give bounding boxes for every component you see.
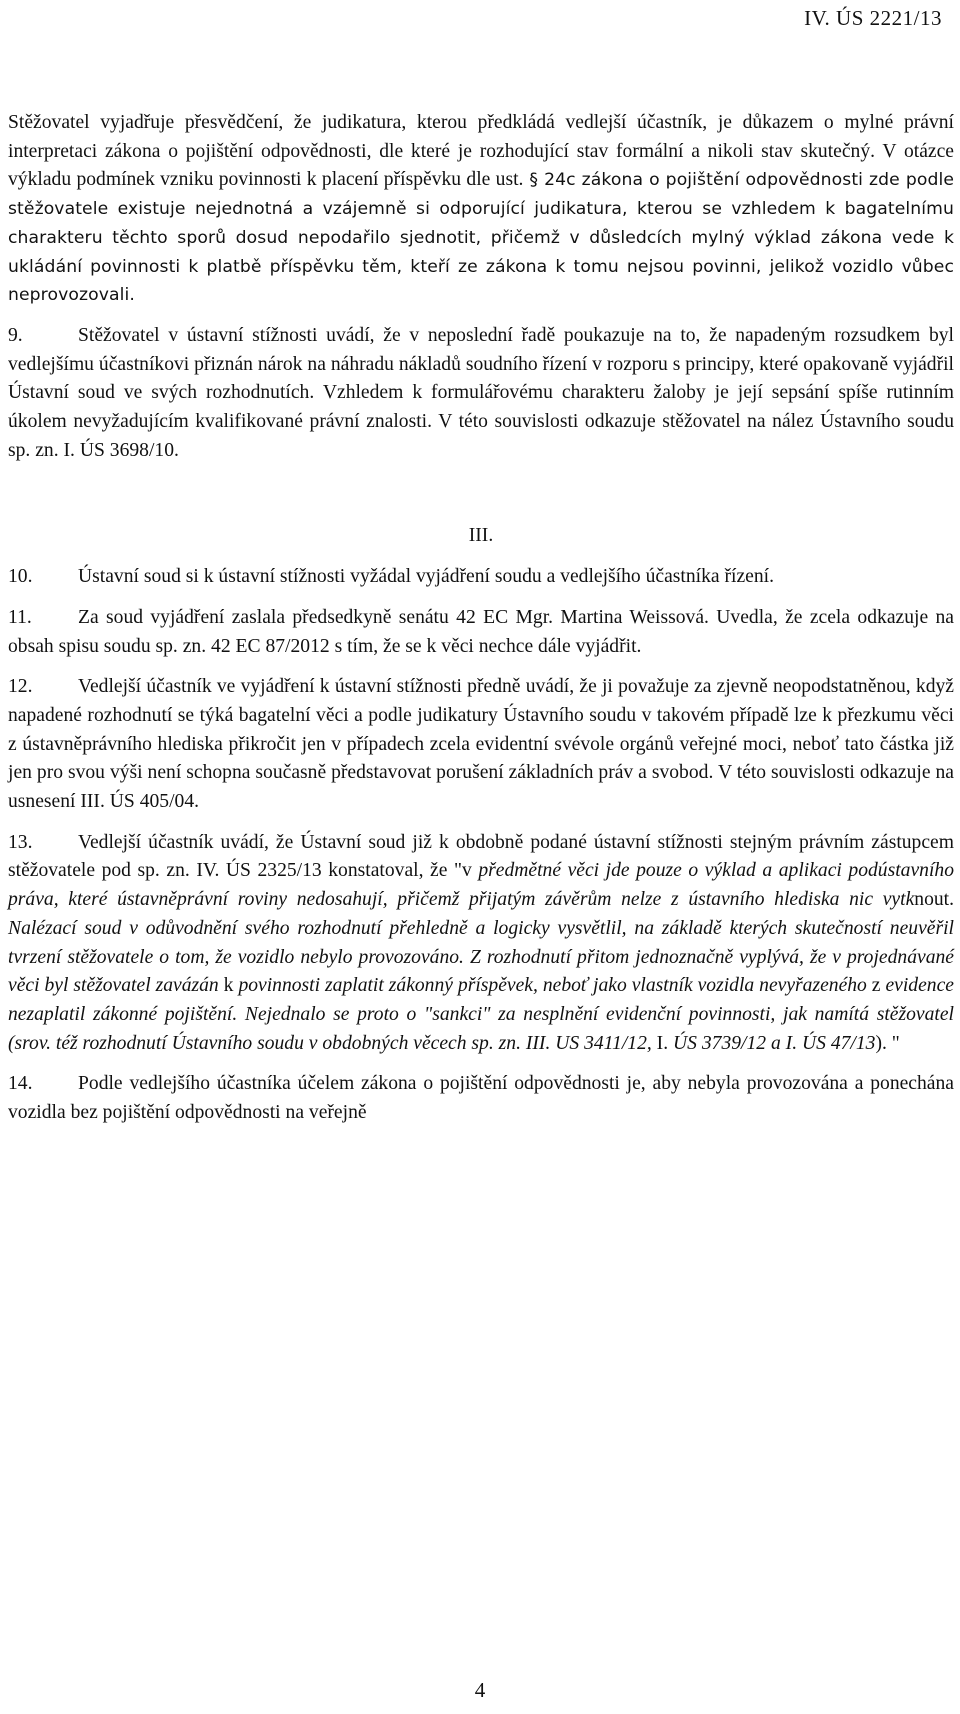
paragraph-text-part: ). " bbox=[875, 1032, 900, 1054]
case-number-header: IV. ÚS 2221/13 bbox=[804, 6, 942, 30]
quoted-text-italic: ÚS 3739/12 a I. ÚS 47/13 bbox=[673, 1032, 876, 1054]
quoted-text-italic: předmětné věci jde pouze o výklad a aplikaci podústavního práva, které ústavněprávní roviny nedosahují, přičemž přijatým závěrům nelze z ústavního hlediska nic vytk bbox=[8, 860, 954, 911]
paragraph-number: 11. bbox=[8, 606, 32, 628]
document-body bbox=[8, 109, 954, 1128]
paragraph-11 bbox=[8, 604, 954, 661]
paragraph-13 bbox=[8, 829, 954, 1059]
paragraph-text-part: I. bbox=[651, 1032, 673, 1054]
paragraph-10 bbox=[8, 563, 954, 592]
paragraph-text-part-sans: § 24c zákona o pojištění odpovědnosti zde podle stěžovatele existuje nejednotná a vzájemně si odporující judikatura, kterou se vzhledem k bagatelnímu charakteru těchto sporů dosud nepodařilo sjednotit, přičemž v důsledcích mylný výklad zákona vede k ukládání povinnosti k platbě příspěvku těm, kteří ze zákona k tomu nejsou povinni, jelikož vozidlo vůbec neprovozovali. bbox=[8, 170, 955, 306]
section-heading: III. bbox=[468, 525, 494, 547]
paragraph-text-part: z bbox=[866, 975, 886, 997]
paragraph-9 bbox=[8, 322, 954, 466]
paragraph-number: 9. bbox=[8, 324, 23, 346]
paragraph-12 bbox=[8, 673, 954, 817]
paragraph-text-part: Vedlejší účastník uvádí, že Ústavní soud již k obdobně podané ústavní stížnosti stejným právním zástupcem stěžovatele pod sp. zn. IV. ÚS 2325/13 konstatoval, že "v bbox=[8, 831, 954, 882]
paragraph-number: 13. bbox=[8, 831, 33, 853]
paragraph-text-part: k bbox=[218, 975, 239, 997]
quoted-text-italic: evidence nezaplatil zákonné pojištění. Nejednalo se proto o "sankci" za nesplnění evidenční povinnosti, jak namítá stěžovatel (srov. též rozhodnutí Ústavního soudu v obdobných věcech sp. zn. III. US 3411/12, bbox=[8, 975, 954, 1054]
paragraph-text-part: Stěžovatel vyjadřuje přesvědčení, že judikatura, kterou předkládá vedlejší účastník, je důkazem o mylné právní interpretaci zákona o pojištění odpovědnosti, dle které je rozhodující stav formální a nikoli stav skutečný. V otázce výkladu podmínek vzniku povinnosti k placení příspěvku dle ust. bbox=[8, 112, 954, 191]
paragraph-text: Ústavní soud si k ústavní stížnosti vyžádal vyjádření soudu a vedlejšího účastníka řízení. bbox=[78, 566, 774, 588]
quoted-text-italic: Nalézací soud v odůvodnění svého rozhodnutí přehledně a logicky vysvětlil, na základě kterých skutečností neuvěřil tvrzení stěžovatele o tom, že vozidlo nebylo provozováno. Z rozhodnutí přitom jednoznačně vyplývá, že v projednávané věci byl stěžovatel zavázán bbox=[8, 917, 954, 997]
paragraph-continuation bbox=[8, 109, 954, 310]
page-number: 4 bbox=[474, 1678, 486, 1702]
quoted-text-italic: povinnosti zaplatit zákonný příspěvek, neboť jako vlastník vozidla nevyřazeného bbox=[238, 975, 867, 997]
paragraph-number: 12. bbox=[8, 676, 33, 698]
paragraph-text: Vedlejší účastník ve vyjádření k ústavní stížnosti předně uvádí, že ji považuje za zjevně neopodstatněnou, když napadené rozhodnutí se týká bagatelní věci a podle judikatury Ústavního soudu v takovém případě lze k přezkumu věci z ústavněprávního hlediska přikročit jen v případech zcela evidentní svévole orgánů veřejné moci, neboť tato částka již jen pro svou výši není schopna současně představovat porušení základních práv a svobod. V této souvislosti odkazuje na usnesení III. ÚS 405/04. bbox=[8, 676, 954, 813]
paragraph-text: Stěžovatel v ústavní stížnosti uvádí, že v neposlední řadě poukazuje na to, že napadeným rozsudkem byl vedlejšímu účastníkovi přiznán nárok na náhradu nákladů soudního řízení v rozporu s principy, které opakovaně vyjádřil Ústavní soud ve svých rozhodnutích. Vzhledem k formulářovému charakteru žaloby je její sepsání spíše rutinním úkolem nevyžadujícím kvalifikované právní znalosti. V této souvislosti odkazuje stěžovatel na nález Ústavního soudu sp. zn. I. ÚS 3698/10. bbox=[8, 324, 954, 461]
paragraph-text-part: nout. bbox=[914, 889, 954, 911]
paragraph-14 bbox=[8, 1070, 954, 1127]
paragraph-number: 14. bbox=[8, 1073, 33, 1095]
paragraph-text: Za soud vyjádření zaslala předsedkyně senátu 42 EC Mgr. Martina Weissová. Uvedla, že zcela odkazuje na obsah spisu soudu sp. zn. 42 EC 87/2012 s tím, že se k věci nechce dále vyjádřit. bbox=[8, 606, 954, 657]
paragraph-number: 10. bbox=[8, 566, 33, 588]
paragraph-text: Podle vedlejšího účastníka účelem zákona o pojištění odpovědnosti je, aby nebyla provozována a ponechána vozidla bez pojištění odpovědnosti na veřejně bbox=[8, 1073, 954, 1124]
